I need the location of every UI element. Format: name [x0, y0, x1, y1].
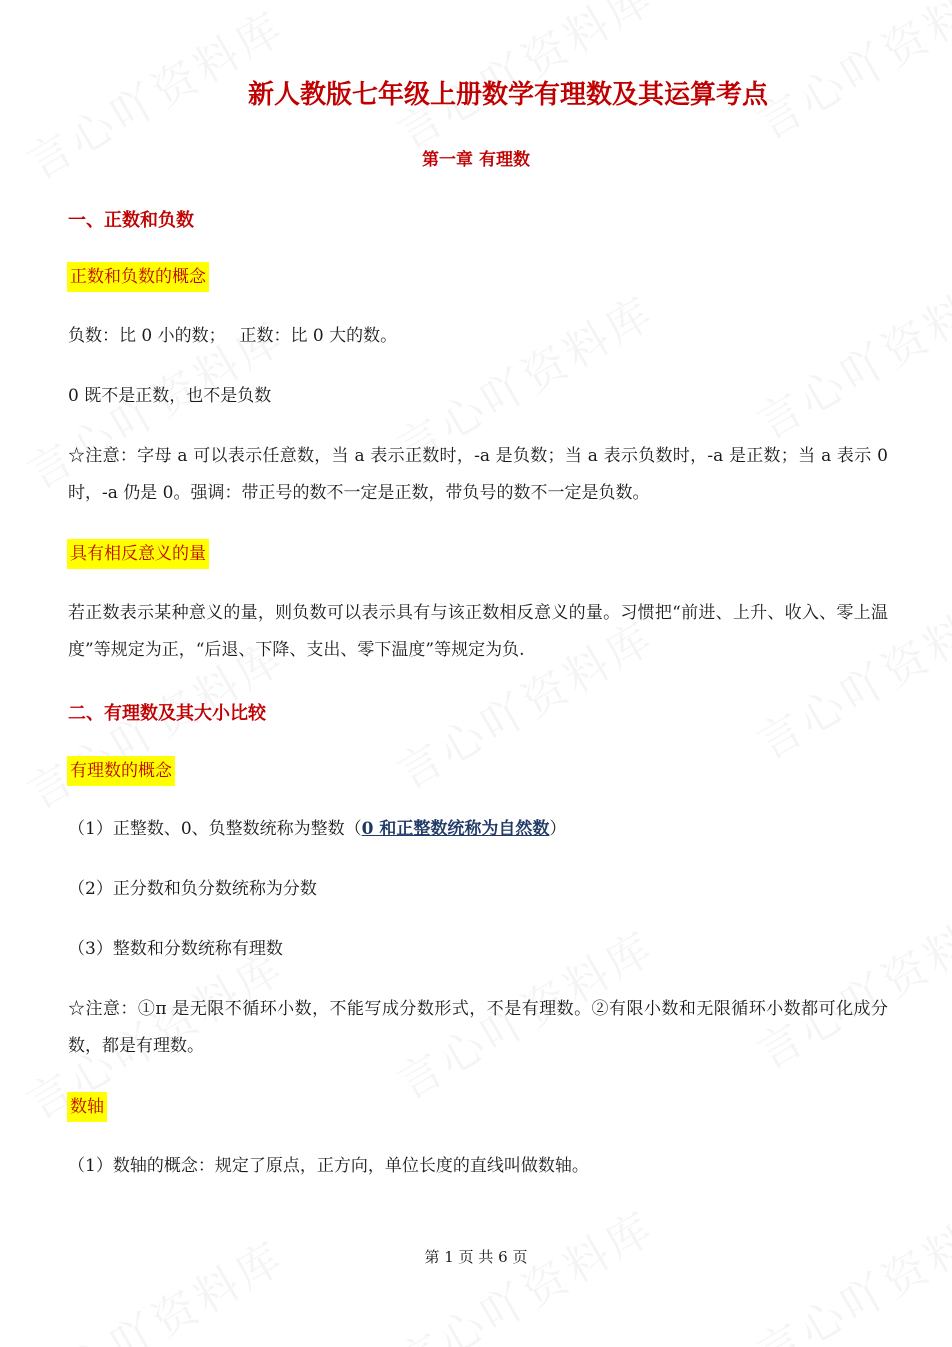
list-item: （3）整数和分数统称有理数 [68, 939, 283, 959]
section-heading-rational: 二、有理数及其大小比较 [68, 703, 266, 724]
note-paragraph: ☆注意：①π 是无限不循环小数，不能写成分数形式，不是有理数。②有限小数和无限循环小数都可化成分数，都是有理数。 [68, 999, 888, 1056]
natural-number-link[interactable]: 0 和正整数统称为自然数 [361, 819, 550, 839]
list-item: （2）正分数和负分数统称为分数 [68, 879, 317, 899]
list-item-text: ） [549, 819, 567, 839]
list-item: （1）数轴的概念：规定了原点，正方向，单位长度的直线叫做数轴。 [68, 1156, 589, 1176]
subsection-label-rational-concept: 有理数的概念 [67, 756, 175, 786]
opposite-paragraph: 若正数表示某种意义的量，则负数可以表示具有与该正数相反意义的量。习惯把“前进、上升、收入、零上温度”等规定为正，“后退、下降、支出、零下温度”等规定为负. [68, 603, 888, 660]
note-paragraph: ☆注意：字母 a 可以表示任意数，当 a 表示正数时，-a 是负数；当 a 表示负数时，-a 是正数；当 a 表示 0 时，-a 仍是 0。强调：带正号的数不一定是正数，带负号的数不一定是负数。 [68, 446, 888, 503]
list-item [68, 811, 566, 848]
subsection-label-opposite: 具有相反意义的量 [67, 539, 209, 569]
definition-line: 0 既不是正数，也不是负数 [68, 386, 272, 406]
definition-line: 负数：比 0 小的数； 正数：比 0 大的数。 [68, 326, 398, 346]
section-heading-positive-negative: 一、正数和负数 [68, 210, 194, 231]
list-item-text: （1）正整数、0、负整数统称为整数（ [68, 819, 362, 839]
subsection-label-concept: 正数和负数的概念 [67, 262, 209, 292]
document-title: 新人教版七年级上册数学有理数及其运算考点 [247, 80, 768, 110]
subsection-label-number-axis: 数轴 [67, 1092, 107, 1122]
page-footer: 第 1 页 共 6 页 [424, 1248, 528, 1266]
chapter-heading: 第一章 有理数 [422, 150, 530, 170]
